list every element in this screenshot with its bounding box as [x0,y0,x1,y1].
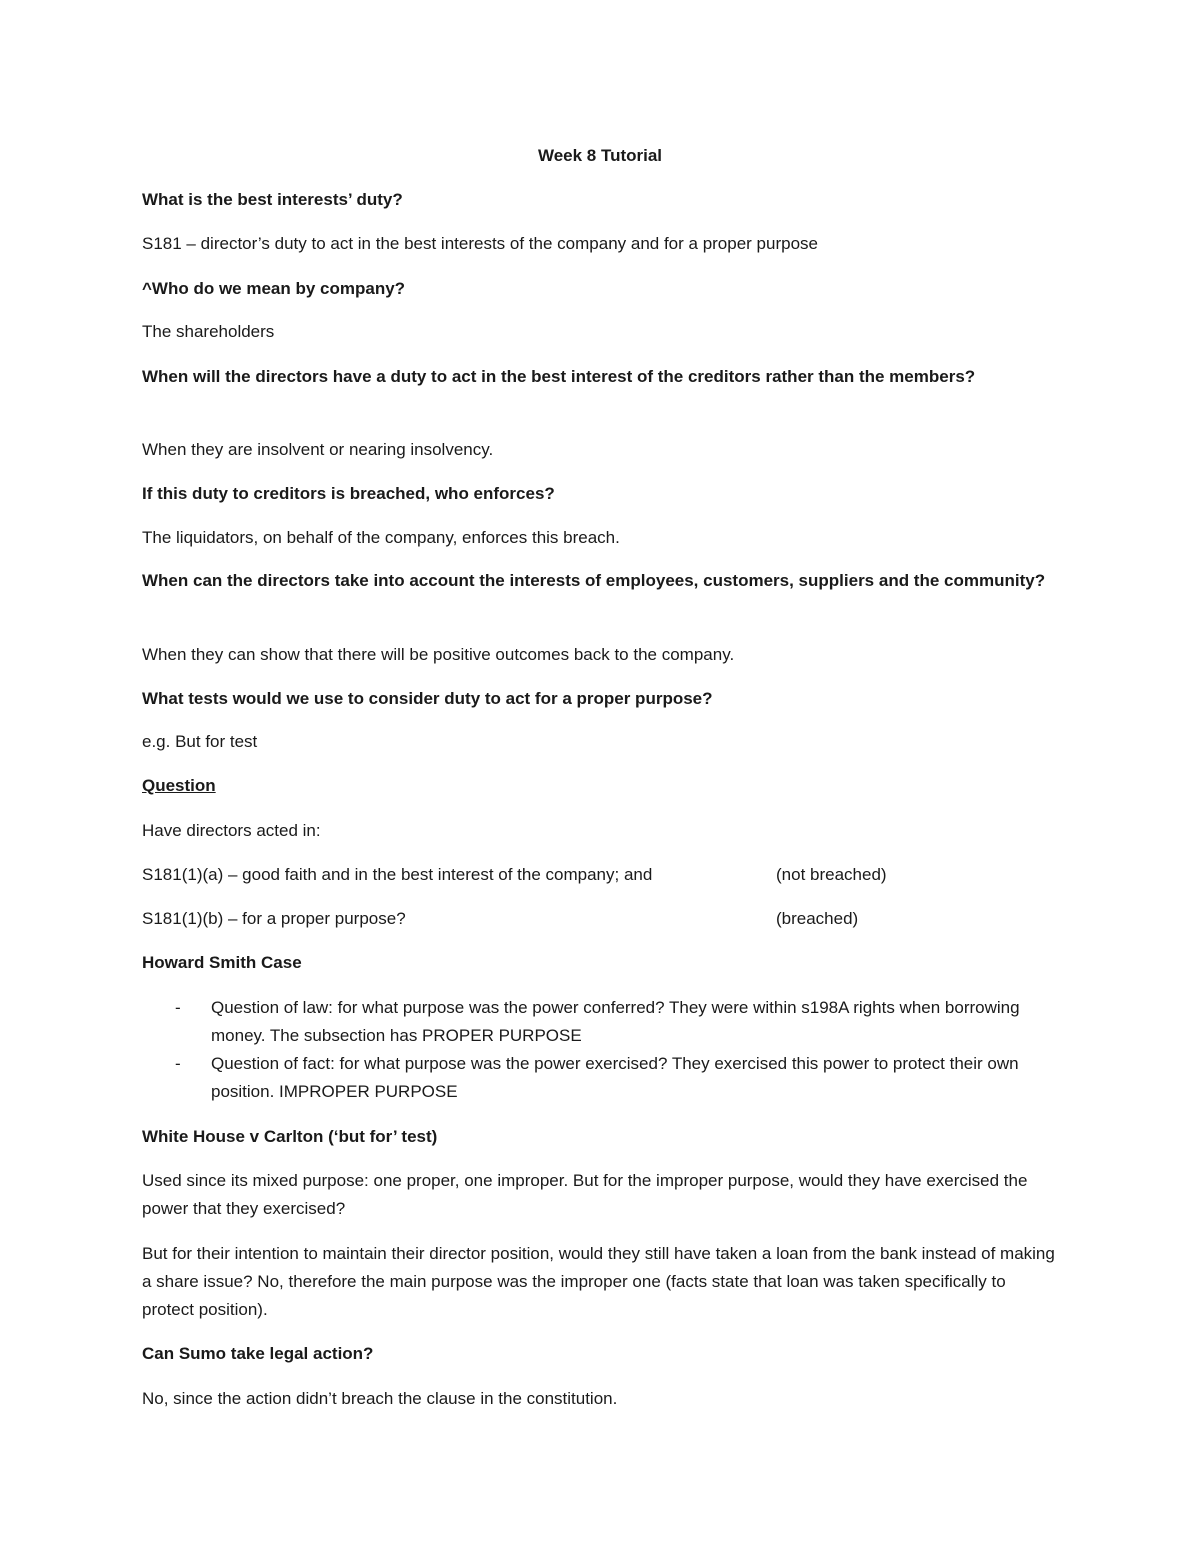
s181-1b-status: (breached) [776,909,859,928]
white-house-paragraph-2: But for their intention to maintain their director position, would they still have taken a loan from the bank instead of making a share issue? No, therefore the main purpose was the improper one (facts state that loan was taken specifically to protect position). [142,1244,1055,1319]
question-best-interests: What is the best interests’ duty? [142,190,403,209]
howard-smith-list [142,994,1042,1106]
page-title: Week 8 Tutorial [537,146,663,165]
white-house-heading: White House v Carlton (‘but for’ test) [142,1127,438,1146]
question-who-enforces: If this duty to creditors is breached, who enforces? [142,484,555,503]
answer-who-enforces: The liquidators, on behalf of the company, enforces this breach. [142,528,620,547]
list-item: - Question of fact: for what purpose was the power exercised? They exercised this power to protect their own position. IMPROPER PURPOSE [175,1054,1019,1101]
answer-tests-proper-purpose: e.g. But for test [142,732,258,751]
question-who-company: ^Who do we mean by company? [142,279,406,298]
s181-1a-line: S181(1)(a) – good faith and in the best interest of the company; and [142,865,653,884]
list-item: - Question of law: for what purpose was the power conferred? They were within s198A rights when borrowing money. The subsection has PROPER PURPOSE [175,998,1020,1045]
answer-creditors-duty: When they are insolvent or nearing insolvency. [142,440,494,459]
answer-other-interests: When they can show that there will be positive outcomes back to the company. [142,645,735,664]
white-house-paragraph-1: Used since its mixed purpose: one proper, one improper. But for the improper purpose, would they have exercised the power that they exercised? [142,1171,1028,1218]
answer-best-interests: S181 – director’s duty to act in the best interests of the company and for a proper purpose [142,234,818,253]
question-heading: Question [142,776,216,795]
howard-smith-heading: Howard Smith Case [142,953,302,972]
question-tests-proper-purpose: What tests would we use to consider duty to act for a proper purpose? [142,689,713,708]
sumo-answer: No, since the action didn’t breach the clause in the constitution. [142,1389,618,1408]
question-other-interests: When can the directors take into account the interests of employees, customers, suppliers and the community? [142,571,1046,590]
question-intro: Have directors acted in: [142,821,321,840]
sumo-heading: Can Sumo take legal action? [142,1344,374,1363]
s181-1a-status: (not breached) [776,865,887,884]
s181-1b-line: S181(1)(b) – for a proper purpose? [142,909,406,928]
question-creditors-duty: When will the directors have a duty to act in the best interest of the creditors rather than the members? [142,367,976,386]
answer-who-company: The shareholders [142,322,275,341]
